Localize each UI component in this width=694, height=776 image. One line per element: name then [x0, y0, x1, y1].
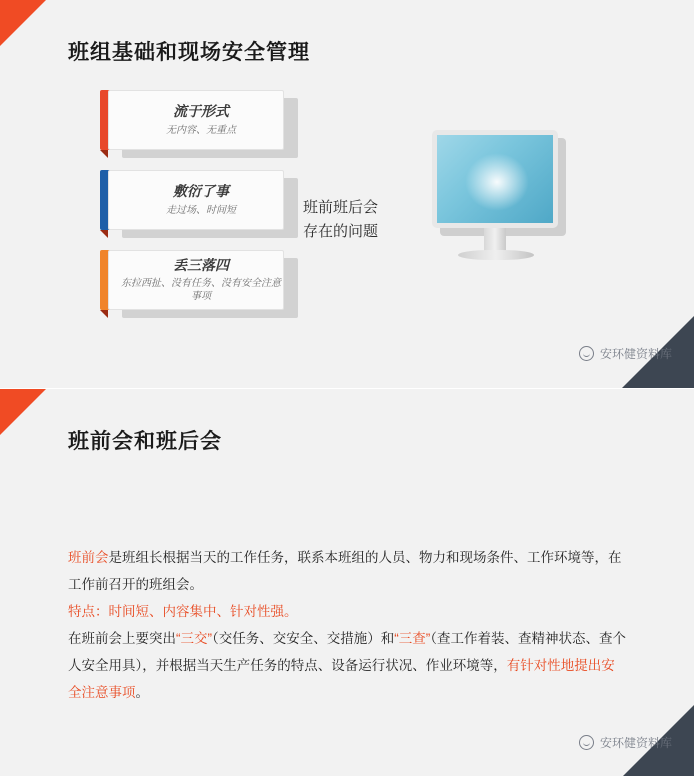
ribbon-subtext: 走过场、时间短 — [166, 204, 236, 216]
slide-1-title: 班组基础和现场安全管理 — [68, 41, 310, 65]
ribbon-subtext: 东拉西扯、没有任务、没有安全注意事项 — [121, 278, 281, 303]
paragraph-3-segment-7: 。 — [135, 685, 149, 700]
watermark-logo-icon — [579, 735, 594, 750]
watermark — [579, 734, 672, 751]
ribbon-list — [108, 90, 298, 330]
ribbon-heading: 敷衍了事 — [173, 183, 229, 200]
watermark-text: 安环健资料库 — [599, 736, 672, 750]
paragraph-3-segment-6: 有针对性地提出安全注意事项 — [68, 658, 615, 700]
orange-corner-icon — [0, 389, 46, 435]
slide-2-title: 班前会和班后会 — [68, 430, 222, 454]
paragraph-3-segment-2: “三交” — [176, 631, 212, 646]
monitor-glow — [465, 153, 529, 211]
slide-2-body — [68, 544, 628, 706]
center-label-line-1: 班前班后会 — [303, 199, 379, 216]
center-label — [303, 196, 378, 244]
ribbon-body — [108, 250, 284, 310]
ribbon-subtext: 无内容、无重点 — [166, 124, 236, 136]
paragraph-1 — [68, 544, 628, 598]
ribbon-body — [108, 170, 284, 230]
ribbon-item — [108, 90, 298, 152]
paragraph-3-segment-4: “三查” — [394, 631, 431, 646]
monitor-icon — [432, 130, 572, 280]
watermark — [579, 345, 672, 362]
paragraph-2 — [68, 598, 628, 625]
monitor-base — [458, 250, 534, 260]
paragraph-2-segment-1: 特点：时间短、内容集中、针对性强。 — [68, 604, 298, 619]
ribbon-item — [108, 170, 298, 232]
slide-2 — [0, 389, 694, 776]
paragraph-3-segment-3: （交任务、交安全、交措施）和 — [212, 631, 395, 646]
ribbon-heading: 流于形式 — [173, 103, 229, 120]
ribbon-item — [108, 250, 298, 312]
paragraph-3 — [68, 625, 628, 706]
center-label-line-2: 存在的问题 — [303, 223, 379, 240]
paragraph-3-segment-1: 在班前会上要突出 — [68, 631, 176, 646]
watermark-text: 安环健资料库 — [599, 347, 672, 361]
ribbon-heading: 丢三落四 — [173, 256, 229, 273]
watermark-logo-icon — [579, 346, 594, 361]
ribbon-body — [108, 90, 284, 150]
monitor-screen — [432, 130, 558, 228]
orange-corner-icon — [0, 0, 46, 46]
paragraph-1-segment-1: 班前会 — [68, 550, 109, 565]
paragraph-3-segment-5: （查工作着装、查精神状态、查个人安全用具），并根据当天生产任务的特点、设备运行状况、作业环境等， — [68, 631, 626, 673]
paragraph-1-segment-2: 是班组长根据当天的工作任务，联系本班组的人员、物力和现场条件、工作环境等，在工作前召开的班组会。 — [68, 550, 622, 592]
